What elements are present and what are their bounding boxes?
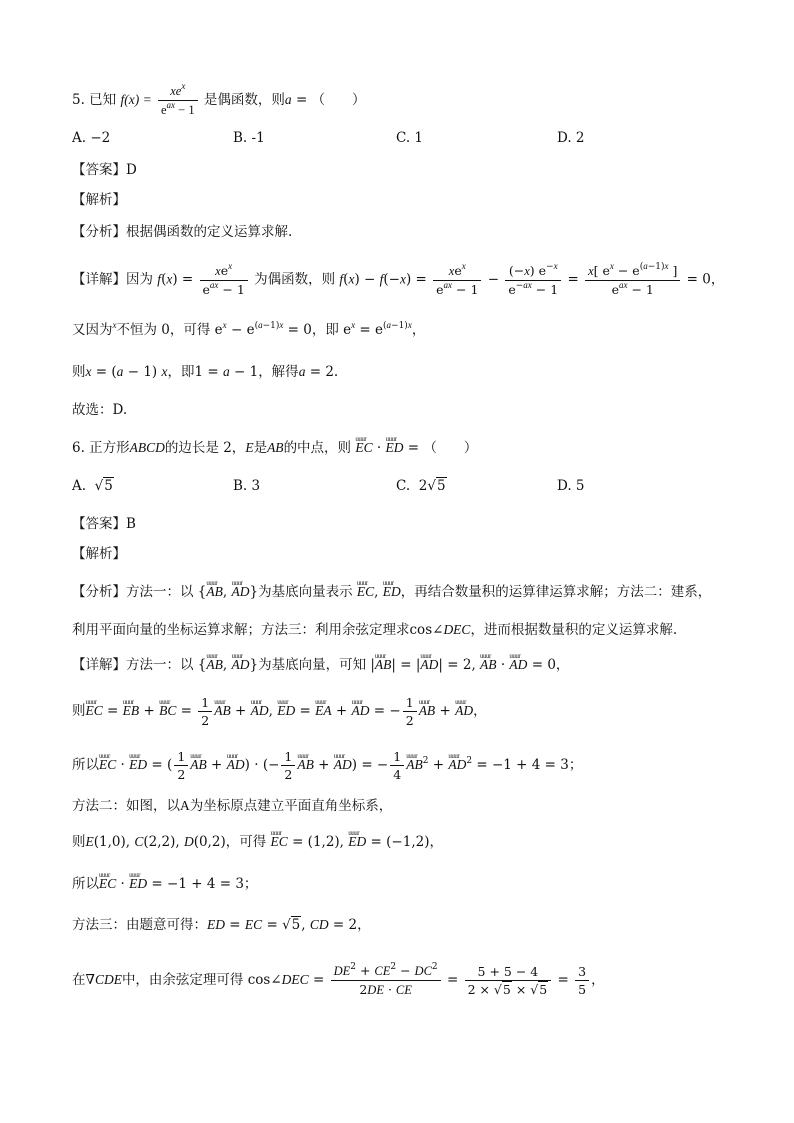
- q6-method3: 方法三：由题意可得：ED = EC = √5, CD = 2，: [72, 917, 371, 933]
- q6-option-d: D. 5: [557, 478, 585, 494]
- q6-detail-2: 则uuur EC = uuur EB + uuur BC = $\frac{1}{2}$ uuur AB + uuur AD, uuur ED = uuur EA + uuur AD = − $\frac{1}{2}$ uuur AB + uuur AD，: [72, 694, 487, 729]
- q6-detail-3: 所以uuur EC · uuur ED = ( $\frac{1}{2}$ uuur AB + uuur AD) · (− $\frac{1}{2}$ uuur AB + uuur AD) = − $\frac{1}{4}$ uuur $AB^2$ + uuur $AD^2 = -1 + 4 = 3$；: [72, 748, 582, 783]
- q6-fenxi-2: 利用平面向量的坐标运算求解；方法三：利用余弦定理求cos∠DEC，进而根据数量积的定义运算求解.: [72, 622, 678, 638]
- q6-option-b: B. 3: [233, 478, 261, 494]
- q5-detail: 【详解】因为 f(x) = $\frac{xe^x}{e^{ax} - 1}$ 为偶函数，则 f(x) − f(−x) = $\frac{xe^x}{e^{ax} - 1}$ − $\frac{(-x) e^{-x}}{e^{-ax} - 1}$ = $\frac{x[ e^x - e^{(a-1)x} ]}{e^{ax} - 1}$ = 0，: [72, 261, 725, 297]
- q5-analysis-label: 【解析】: [72, 192, 126, 208]
- q5-option-a: A. −2: [72, 130, 111, 146]
- q6-method2-coords: 则E(1,0), C(2,2), D(0,2)，可得 uuur EC = (1,2), uuur ED = (−1,2)，: [72, 832, 443, 852]
- q6-method3-cosine: 在∇CDE中，由余弦定理可得 cos∠DEC = $\frac{DE^2 + CE^2 - DC^2}{2DE \cdot CE}$ = $\frac{5 + 5 - 4}{2 \times √5 \times √5}$ = $\frac{3}{5}$ ，: [72, 962, 605, 997]
- q5-function: f(x) =: [120, 92, 152, 107]
- q5-line2: 又因为$^x$不恒为 0，可得 $e^x - e^{(a-1)x} = 0$，即 $e^x = e^{(a-1)x}$，: [72, 320, 426, 338]
- q5-fenxi: 【分析】根据偶函数的定义运算求解.: [72, 224, 293, 240]
- q6-method2: 方法二：如图，以A为坐标原点建立平面直角坐标系，: [72, 798, 393, 814]
- q6-stem: 6. 正方形ABCD的边长是 2，E是AB的中点，则 uuur EC · uuur ED = （ ）: [72, 438, 477, 458]
- q5-answer: 【答案】D: [72, 162, 137, 178]
- q6-detail-1: 【详解】方法一：以 {uuur AB, uuur AD}为基底向量，可知 |uuur AB| = |uuur AD| = 2, uuur AB · uuur AD = 0，: [72, 655, 569, 675]
- q5-stem: 5. 已知 f(x) = $\frac{xe^x}{e^{ax} - 1}$ 是偶函数，则a = （ ）: [72, 81, 366, 117]
- q5-line3: 则x = (a − 1) x，即1 = a − 1，解得a = 2.: [72, 364, 339, 380]
- q6-fenxi-1: 【分析】方法一：以 {uuur AB, uuur AD}为基底向量表示 uuur EC, uuur ED，再结合数量积的运算律运算求解；方法二：建系，: [72, 582, 711, 602]
- q6-analysis-label: 【解析】: [72, 546, 126, 562]
- q5-number: 5. 已知: [72, 92, 117, 108]
- q6-method2-result: 所以uuur EC · uuur ED = −1 + 4 = 3；: [72, 874, 257, 894]
- q6-option-c: C. 2√5: [396, 478, 446, 494]
- q5-option-c: C. 1: [396, 130, 424, 146]
- q6-option-a: A. √5: [72, 478, 113, 494]
- q5-option-b: B. -1: [233, 130, 265, 146]
- q5-conclusion: 故选：D.: [72, 402, 128, 418]
- q5-fraction: $\frac{xe^x}{e^{ax} - 1}$: [158, 82, 198, 119]
- q5-option-d: D. 2: [557, 130, 585, 146]
- q6-answer: 【答案】B: [72, 516, 136, 532]
